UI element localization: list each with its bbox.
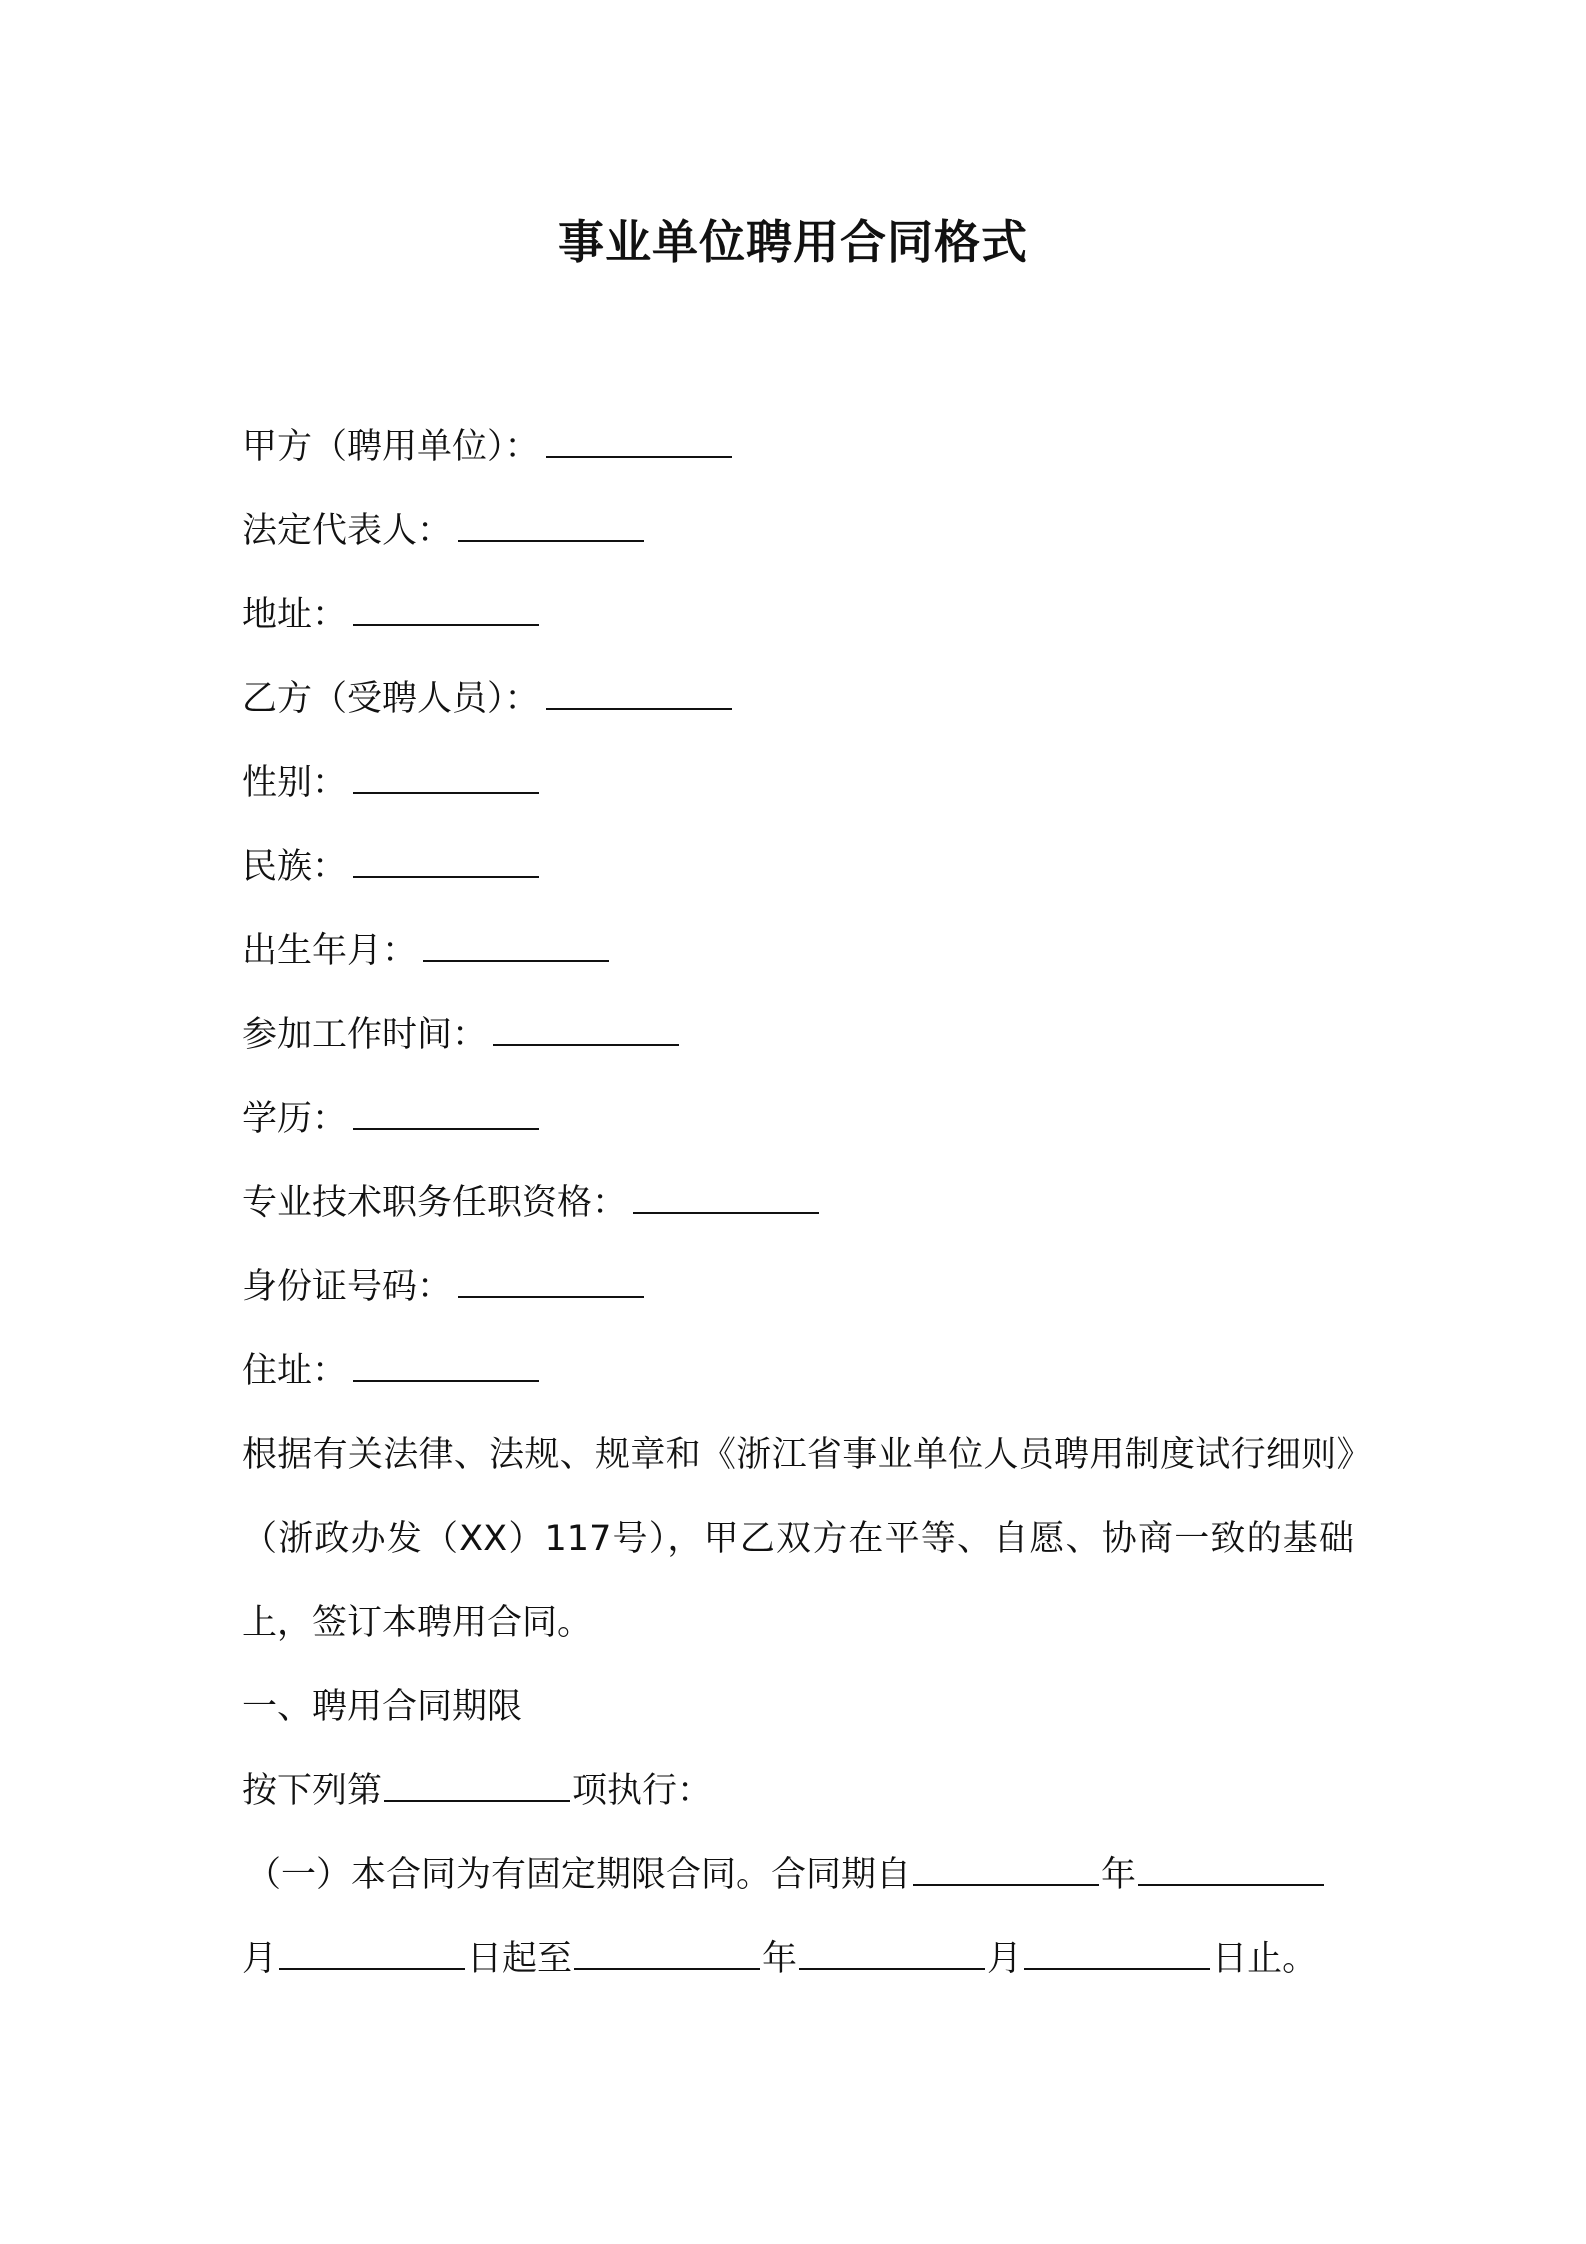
end-year-blank[interactable]	[574, 1938, 760, 1970]
fill-blank[interactable]	[353, 1350, 539, 1382]
year-label: 年	[1101, 1855, 1137, 1895]
option-select-row	[242, 1749, 1354, 1833]
document-body	[242, 405, 1354, 2001]
option-number-blank[interactable]	[384, 1770, 570, 1802]
field-label: 身份证号码：	[242, 1267, 453, 1307]
fill-blank[interactable]	[353, 846, 539, 878]
fill-blank[interactable]	[353, 1098, 539, 1130]
fixed-term-row-2	[242, 1917, 1354, 2001]
option-suffix: 项执行：	[572, 1771, 713, 1811]
start-year-blank[interactable]	[913, 1854, 1099, 1886]
fill-blank[interactable]	[546, 678, 732, 710]
field-label: 乙方（受聘人员）：	[242, 679, 540, 719]
field-row-ethnicity	[242, 825, 1354, 909]
fixed-term-row-1	[246, 1833, 1354, 1917]
field-row-employer	[242, 405, 1354, 489]
field-row-employee	[242, 657, 1354, 741]
fill-blank[interactable]	[423, 930, 609, 962]
month-label-end: 月	[987, 1939, 1023, 1979]
day-start-label: 日起至	[467, 1939, 573, 1979]
field-label: 甲方（聘用单位）：	[242, 427, 540, 467]
year-label-end: 年	[762, 1939, 798, 1979]
field-label: 性别：	[242, 763, 348, 803]
document-title: 事业单位聘用合同格式	[558, 215, 1028, 269]
field-row-work-start	[242, 993, 1354, 1077]
fill-blank[interactable]	[546, 426, 732, 458]
field-row-address	[242, 573, 1354, 657]
fill-blank[interactable]	[353, 594, 539, 626]
end-day-blank[interactable]	[1024, 1938, 1210, 1970]
field-label: 专业技术职务任职资格：	[242, 1183, 628, 1223]
end-month-blank[interactable]	[799, 1938, 985, 1970]
field-label: 地址：	[242, 595, 348, 635]
day-end-label: 日止。	[1212, 1939, 1318, 1979]
field-row-birth-date	[242, 909, 1354, 993]
field-row-residence	[242, 1329, 1354, 1413]
fixed-term-text: （一）本合同为有固定期限合同。合同期自	[246, 1855, 912, 1895]
field-label: 出生年月：	[242, 931, 418, 971]
field-row-qualification	[242, 1161, 1354, 1245]
fill-blank[interactable]	[458, 510, 644, 542]
field-label: 参加工作时间：	[242, 1015, 488, 1055]
fill-blank[interactable]	[633, 1182, 819, 1214]
fill-blank[interactable]	[353, 762, 539, 794]
field-row-education	[242, 1077, 1354, 1161]
start-month-blank[interactable]	[1138, 1854, 1324, 1886]
month-label: 月	[242, 1939, 278, 1979]
option-prefix: 按下列第	[242, 1771, 383, 1811]
field-row-gender	[242, 741, 1354, 825]
intro-paragraph: 根据有关法律、法规、规章和《浙江省事业单位人员聘用制度试行细则》（浙政办发（XX）117号），甲乙双方在平等、自愿、协商一致的基础上，签订本聘用合同。	[242, 1435, 1354, 1643]
field-label: 住址：	[242, 1351, 348, 1391]
field-label: 学历：	[242, 1099, 348, 1139]
field-row-id-number	[242, 1245, 1354, 1329]
field-row-legal-representative	[242, 489, 1354, 573]
fill-blank[interactable]	[493, 1014, 679, 1046]
section-heading: 一、聘用合同期限	[242, 1687, 523, 1727]
start-day-blank[interactable]	[279, 1938, 465, 1970]
field-label: 法定代表人：	[242, 511, 453, 551]
fill-blank[interactable]	[458, 1266, 644, 1298]
field-label: 民族：	[242, 847, 348, 887]
